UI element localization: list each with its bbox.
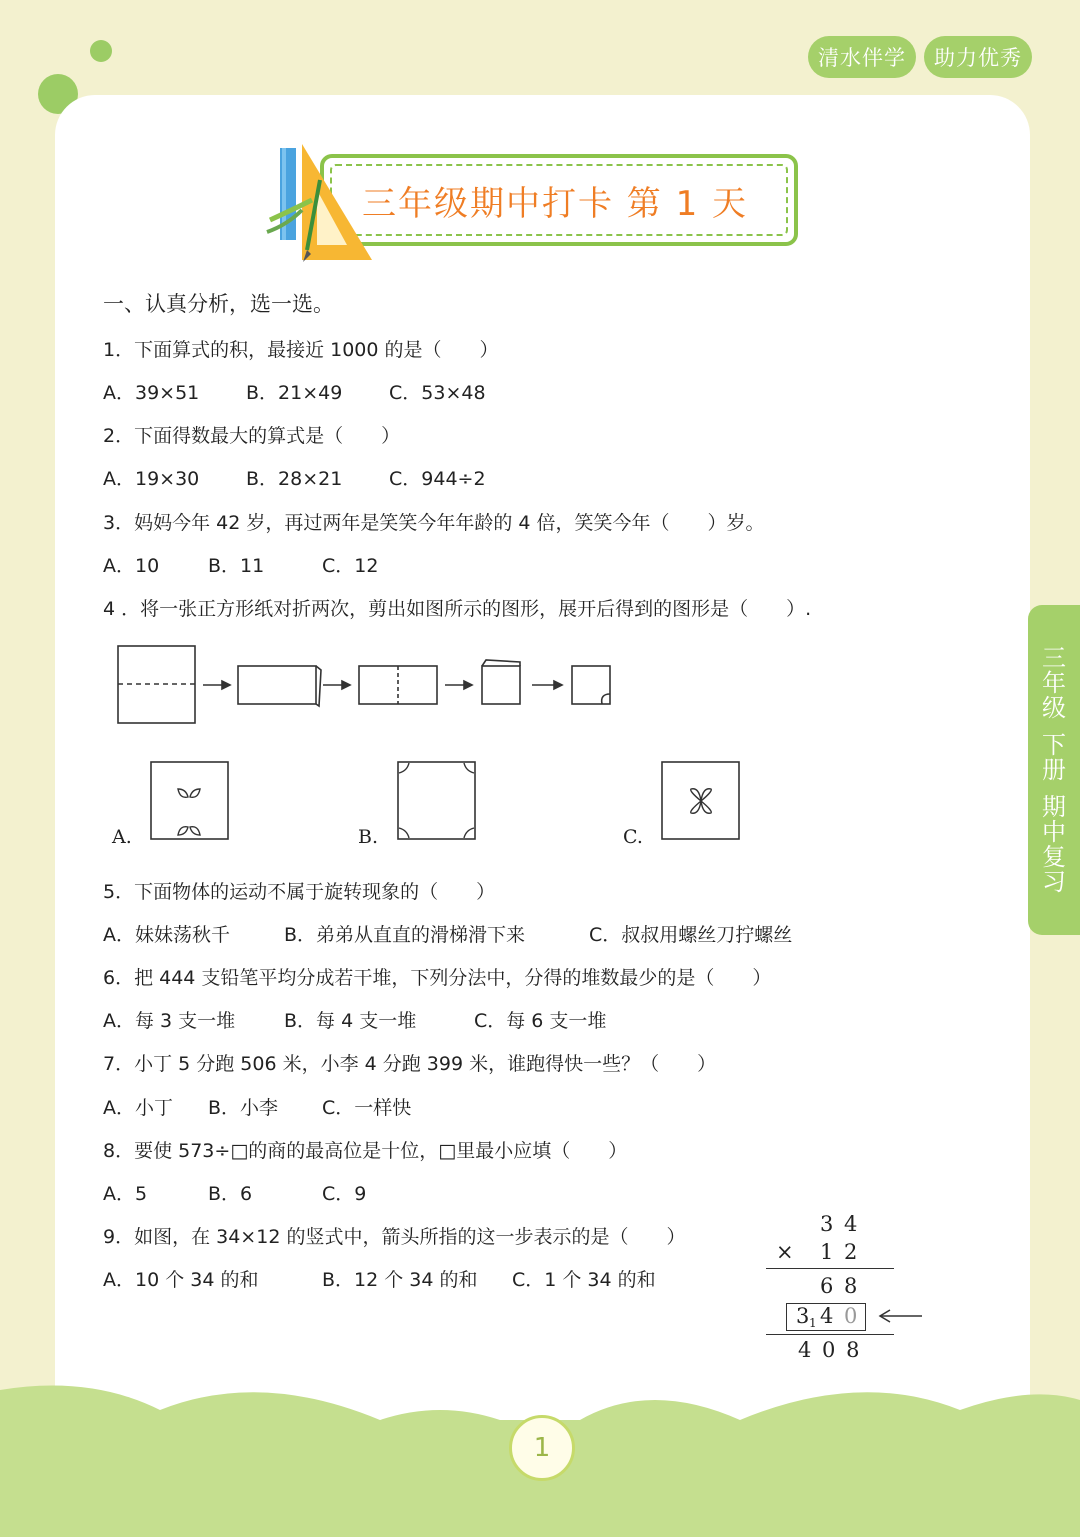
calc-row-5: 4 0 8 <box>798 1338 862 1362</box>
vertical-multiplication <box>760 1208 930 1368</box>
q9-option-a: A．10 个 34 的和 <box>103 1269 259 1291</box>
question-4: 4 ．将一张正方形纸对折两次，剪出如图所示的图形，展开后得到的图形是（ ）. <box>103 598 812 620</box>
badge-2: 助力优秀 <box>924 36 1032 78</box>
side-tab-char: 级 <box>1042 693 1066 722</box>
question-9: 9．如图，在 34×12 的竖式中，箭头所指的这一步表示的是（ ） <box>103 1226 686 1248</box>
q4-figure-c <box>661 761 741 841</box>
q2-option-a: A．19×30 <box>103 468 200 490</box>
q7-option-c: C．一样快 <box>322 1097 412 1119</box>
q3-option-a: A．10 <box>103 555 160 577</box>
q5-option-c: C．叔叔用螺丝刀拧螺丝 <box>589 924 793 946</box>
q4-figure-b <box>397 761 477 841</box>
q5-option-b: B．弟弟从直直的滑梯滑下来 <box>284 924 526 946</box>
q3-option-b: B．11 <box>208 555 265 577</box>
q1-option-c: C．53×48 <box>389 382 486 404</box>
multiply-sign: × <box>776 1240 794 1264</box>
q4-option-b: B. <box>358 826 379 848</box>
q2-option-b: B．28×21 <box>246 468 343 490</box>
side-tab-char: 中 <box>1042 817 1066 846</box>
side-tab-char: 年 <box>1042 668 1066 697</box>
question-3: 3．妈妈今年 42 岁，再过两年是笑笑今年年龄的 4 倍，笑笑今年（ ）岁。 <box>103 512 765 534</box>
question-5: 5．下面物体的运动不属于旋转现象的（ ） <box>103 881 496 903</box>
q6-option-a: A．每 3 支一堆 <box>103 1010 236 1032</box>
calc-row-4-carry: 1 <box>809 1316 817 1330</box>
calc-row-1: 3 4 <box>820 1212 860 1236</box>
q4-option-c: C. <box>623 826 643 848</box>
side-tab <box>1028 605 1080 935</box>
q4-figure-a <box>150 761 230 841</box>
q5-option-a: A．妹妹荡秋千 <box>103 924 230 946</box>
q9-option-b: B．12 个 34 的和 <box>322 1269 478 1291</box>
q8-option-c: C．9 <box>322 1183 367 1205</box>
q7-option-a: A．小丁 <box>103 1097 173 1119</box>
q1-option-b: B．21×49 <box>246 382 343 404</box>
side-tab-char: 册 <box>1042 755 1066 784</box>
section-heading: 一、认真分析，选一选。 <box>103 292 334 316</box>
q7-option-b: B．小李 <box>208 1097 279 1119</box>
question-6: 6．把 444 支铅笔平均分成若干堆，下列分法中，分得的堆数最少的是（ ） <box>103 967 772 989</box>
q8-option-b: B．6 <box>208 1183 253 1205</box>
question-8: 8．要使 573÷□的商的最高位是十位，□里最小应填（ ） <box>103 1140 628 1162</box>
badge-1: 清水伴学 <box>808 36 916 78</box>
page-number: 1 <box>509 1415 575 1481</box>
q3-option-c: C．12 <box>322 555 379 577</box>
side-tab-char: 习 <box>1042 867 1066 896</box>
q4-option-a: A. <box>112 826 132 848</box>
page-title: 三年级期中打卡 第 1 天 <box>362 184 749 224</box>
q6-option-b: B．每 4 支一堆 <box>284 1010 417 1032</box>
calc-row-4-b: 4 <box>820 1304 834 1328</box>
q8-option-a: A．5 <box>103 1183 148 1205</box>
calc-row-4-c: 0 <box>844 1304 858 1328</box>
q1-option-a: A．39×51 <box>103 382 200 404</box>
decor-dot-small <box>90 40 112 62</box>
q2-option-c: C．944÷2 <box>389 468 486 490</box>
q6-option-c: C．每 6 支一堆 <box>474 1010 607 1032</box>
q9-option-c: C．1 个 34 的和 <box>512 1269 656 1291</box>
arrow-left-icon <box>876 1306 926 1326</box>
title-banner <box>262 140 802 270</box>
question-7: 7．小丁 5 分跑 506 米，小李 4 分跑 399 米，谁跑得快一些？（ ） <box>103 1053 717 1075</box>
side-tab-char: 下 <box>1042 730 1066 759</box>
calc-row-2: 1 2 <box>820 1240 860 1264</box>
folding-steps-figure <box>110 640 630 735</box>
question-2: 2．下面得数最大的算式是（ ） <box>103 425 401 447</box>
question-1: 1．下面算式的积，最接近 1000 的是（ ） <box>103 339 499 361</box>
calc-row-3: 6 8 <box>820 1274 860 1298</box>
side-tab-char: 期 <box>1042 792 1066 821</box>
side-tab-char: 三 <box>1042 643 1066 672</box>
calc-row-4-a: 3 <box>796 1304 810 1328</box>
side-tab-char: 复 <box>1042 842 1066 871</box>
header-badges <box>808 36 1032 78</box>
